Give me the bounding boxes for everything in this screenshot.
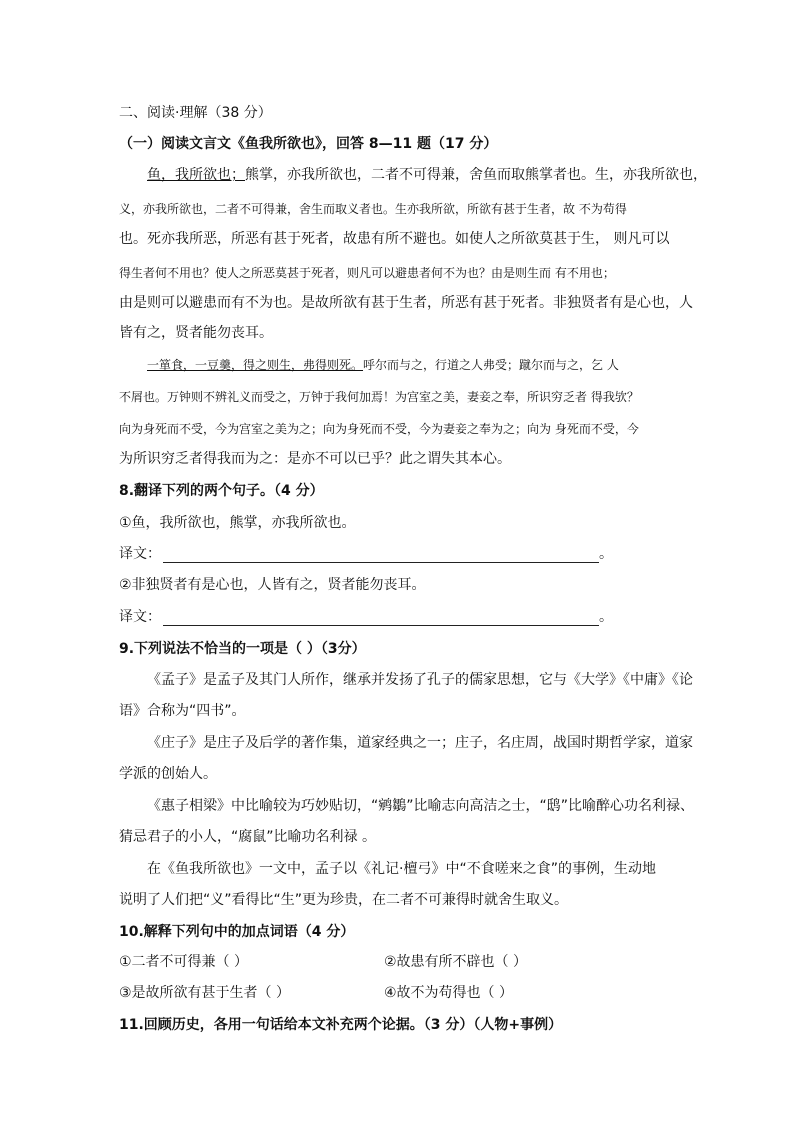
q10-heading: 10.解释下列句中的加点词语（4 分） (119, 924, 355, 940)
passage-line: 鱼，我所欲也；熊掌，亦我所欲也，二者不可得兼，舍鱼而取熊掌者也。生，亦我所欲也， (147, 167, 707, 183)
q8-answer-1[interactable]: 译文： 。 (119, 546, 613, 562)
q10-item-1: ①二者不可得兼（ ） (119, 954, 249, 970)
part1-heading: （一）阅读文言文《鱼我所欲也》，回答 8—11 题（17 分） (119, 136, 498, 152)
q8-answer-2[interactable]: 译文： 。 (119, 609, 613, 625)
underlined-phrase: 鱼，我所欲也； (147, 167, 245, 183)
q9-option-a-cont: 语》合称为“四书”。 (119, 703, 246, 719)
q11-heading: 11.回顾历史，各用一句话给本文补充两个论据。（3 分）（人物+事例） (119, 1017, 563, 1033)
q9-option-d: 在《鱼我所欲也》一文中，孟子以《礼记·檀弓》中“不食嗟来之食”的事例，生动地 (147, 861, 656, 877)
passage-line: 向为身死而不受，今为宫室之美为之；向为身死而不受，今为妻妾之奉为之；向为 身死而不受，今 (119, 422, 639, 436)
q8-heading: 8.翻译下列的两个句子。（4 分） (119, 483, 324, 499)
underlined-phrase: 一箪食，一豆羹，得之则生，弗得则死。 (147, 358, 364, 372)
section-heading: 二、阅读·理解（38 分） (119, 105, 272, 121)
passage-line: 不屑也。万钟则不辨礼义而受之，万钟于我何加焉！为宫室之美，妻妾之奉，所识穷乏者 得我欤？ (119, 390, 639, 404)
passage-line: 皆有之，贤者能勿丧耳。 (119, 325, 273, 341)
q10-item-2: ②故患有所不辟也（ ） (384, 954, 528, 970)
answer-blank[interactable] (163, 548, 599, 563)
q9-option-d-cont: 说明了人们把“义”看得比“生”更为珍贵，在二者不可兼得时就舍生取义。 (119, 892, 569, 908)
passage-line: 也。死亦我所恶，所恶有甚于死者，故患有所不避也。如使人之所欲莫甚于生， 则凡可以 (119, 231, 670, 247)
passage-line: 义，亦我所欲也，二者不可得兼，舍生而取义者也。生亦我所欲，所欲有甚于生者，故 不为苟得 (119, 202, 627, 216)
q10-item-3: ③是故所欲有甚于生者（ ） (119, 985, 291, 1001)
q8-sentence-2: ②非独贤者有是心也，人皆有之，贤者能勿丧耳。 (119, 577, 426, 593)
q8-sentence-1: ①鱼，我所欲也，熊掌，亦我所欲也。 (119, 515, 356, 531)
q9-option-b-cont: 学派的创始人。 (119, 766, 217, 782)
q10-item-4: ④故不为苟得也（ ） (384, 985, 514, 1001)
q9-option-c-cont: 猜忌君子的小人，“腐鼠”比喻功名利禄 。 (119, 829, 376, 845)
passage-line: 得生者何不用也？使人之所恶莫甚于死者，则凡可以避患者何不为也？由是则生而 有不用也； (119, 266, 615, 280)
passage-line: 由是则可以避患而有不为也。是故所欲有甚于生者，所恶有甚于死者。非独贤者有是心也，人 (119, 295, 693, 311)
passage-line: 一箪食，一豆羹，得之则生，弗得则死。呼尔而与之，行道之人弗受；蹴尔而与之，乞 人 (147, 358, 619, 372)
q9-heading: 9.下列说法不恰当的一项是（ ）（3分） (119, 641, 366, 657)
q9-option-b: 《庄子》是庄子及后学的著作集，道家经典之一；庄子，名庄周，战国时期哲学家，道家 (147, 735, 693, 751)
passage-line: 为所识穷乏者得我而为之：是亦不可以已乎？此之谓失其本心。 (119, 451, 511, 467)
q9-option-c: 《惠子相梁》中比喻较为巧妙贴切，“鹓鶵”比喻志向高洁之士，“鸱”比喻醉心功名利禄、 (147, 798, 695, 814)
answer-blank[interactable] (163, 611, 599, 626)
q9-option-a: 《孟子》是孟子及其门人所作，继承并发扬了孔子的儒家思想，它与《大学》《中庸》《论 (147, 672, 693, 688)
